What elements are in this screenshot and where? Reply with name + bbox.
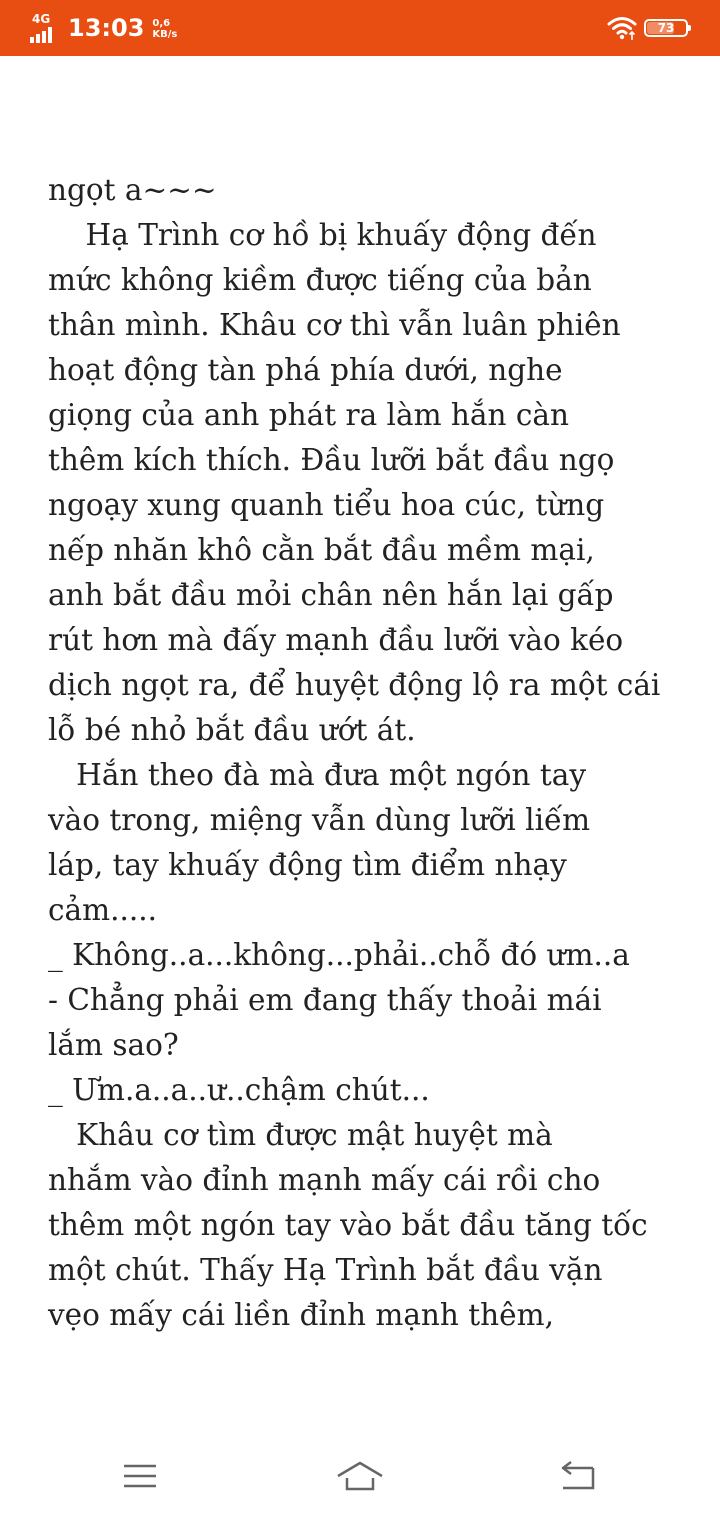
text-line: Hắn theo đà mà đưa một ngón tay: [48, 758, 587, 792]
text-line: nếp nhăn khô cằn bắt đầu mềm mại,: [48, 533, 595, 567]
network-speed: [152, 18, 177, 40]
text-line: nhắm vào đỉnh mạnh mấy cái rồi cho: [48, 1163, 601, 1197]
text-line: hoạt động tàn phá phía dưới, nghe: [48, 353, 563, 387]
text-line: _ Ưm.a..a..ư..chậm chút...: [48, 1073, 430, 1107]
battery-level: 73: [657, 21, 675, 35]
text-line: dịch ngọt ra, để huyệt động lộ ra một cái: [48, 668, 661, 702]
text-line: thêm kích thích. Đầu lưỡi bắt đầu ngọ: [48, 443, 615, 477]
status-left-group: [30, 11, 177, 45]
text-line: giọng của anh phát ra làm hắn càn: [48, 398, 570, 432]
text-line: mức không kiềm được tiếng của bản: [48, 263, 592, 297]
reader-text-body: [48, 168, 678, 1338]
text-line: ngoạy xung quanh tiểu hoa cúc, từng: [48, 488, 605, 522]
home-button[interactable]: [330, 1454, 390, 1498]
text-line: lắm sao?: [48, 1028, 179, 1062]
text-line: anh bắt đầu mỏi chân nên hắn lại gấp: [48, 578, 614, 612]
back-button[interactable]: [549, 1454, 609, 1498]
text-line: vẹo mấy cái liền đỉnh mạnh thêm,: [48, 1298, 554, 1332]
text-line: ngọt a~~~: [48, 173, 217, 207]
text-line: thân mình. Khâu cơ thì vẫn luân phiên: [48, 308, 621, 342]
text-line: Khâu cơ tìm được mật huyệt mà: [48, 1118, 553, 1152]
text-line: thêm một ngón tay vào bắt đầu tăng tốc: [48, 1208, 648, 1242]
battery-icon: [644, 19, 688, 37]
text-line: rút hơn mà đấy mạnh đầu lưỡi vào kéo: [48, 623, 624, 657]
text-line: Hạ Trình cơ hồ bị khuấy động đến: [48, 218, 597, 252]
status-time: 13:03: [68, 14, 145, 42]
text-line: - Chẳng phải em đang thấy thoải mái: [48, 983, 602, 1017]
navigation-bar: [0, 1440, 720, 1520]
menu-icon: [122, 1462, 158, 1490]
status-bar: [0, 0, 720, 56]
signal-indicator: [30, 13, 62, 43]
wifi-icon: [606, 15, 638, 41]
back-icon: [559, 1460, 599, 1492]
network-speed-value: 0,6: [152, 18, 171, 29]
status-right-group: [606, 14, 688, 42]
text-line: cảm.....: [48, 893, 157, 927]
text-line: _ Không..a...không...phải..chỗ đó ưm..a: [48, 938, 630, 972]
text-line: một chút. Thấy Hạ Trình bắt đầu vặn: [48, 1253, 603, 1287]
menu-button[interactable]: [110, 1454, 170, 1498]
network-type: 4G: [32, 12, 51, 26]
home-icon: [335, 1458, 385, 1494]
signal-icon: [30, 27, 54, 43]
network-speed-unit: KB/s: [152, 29, 178, 40]
text-line: láp, tay khuấy động tìm điểm nhạy: [48, 848, 567, 882]
text-line: vào trong, miệng vẫn dùng lưỡi liếm: [48, 803, 591, 837]
text-line: lỗ bé nhỏ bắt đầu ướt át.: [48, 713, 416, 747]
